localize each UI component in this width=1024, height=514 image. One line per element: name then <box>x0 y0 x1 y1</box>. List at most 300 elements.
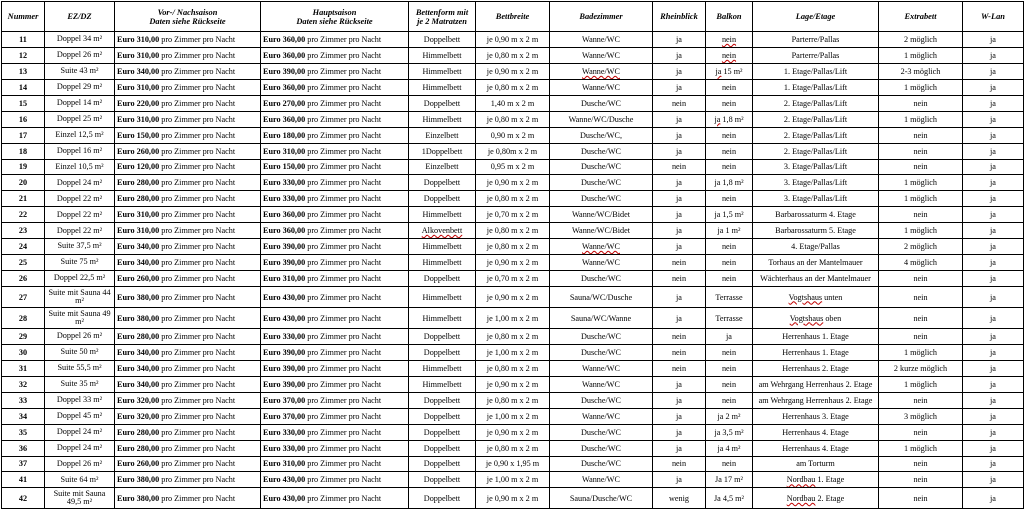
cell-rheinblick: ja <box>653 127 706 143</box>
cell-badezimmer: Wanne/WC <box>550 47 653 63</box>
cell-rheinblick: ja <box>653 111 706 127</box>
cell-extrabett: nein <box>879 143 963 159</box>
cell-bettbreite: je 0,90 m x 2 m <box>476 63 550 79</box>
cell-hauptsaison <box>261 127 409 143</box>
cell-wlan: ja <box>963 223 1024 239</box>
cell-bettbreite: je 0,80 m x 2 m <box>476 392 550 408</box>
vorsaison-price: Euro 320,00 <box>117 411 160 421</box>
cell-rheinblick: ja <box>653 191 706 207</box>
cell-extrabett: 1 möglich <box>879 440 963 456</box>
cell-bettenform: Doppelbett <box>409 329 476 345</box>
cell-extrabett: 1 möglich <box>879 344 963 360</box>
cell-bettenform: Alkovenbett <box>409 223 476 239</box>
cell-vorsaison <box>115 95 261 111</box>
cell-balkon: ja 4 m² <box>706 440 753 456</box>
cell-hauptsaison <box>261 329 409 345</box>
cell-lage: 4. Etage/Pallas <box>753 239 879 255</box>
cell-ezdz: Doppel 22,5 m² <box>45 271 115 287</box>
cell-bettenform: Doppelbett <box>409 32 476 48</box>
cell-lage: 2. Etage/Pallas/Lift <box>753 111 879 127</box>
cell-nummer: 19 <box>2 159 45 175</box>
hauptsaison-unit: pro Zimmer pro Nacht <box>305 379 382 389</box>
cell-vorsaison <box>115 255 261 271</box>
cell-vorsaison <box>115 392 261 408</box>
cell-extrabett: nein <box>879 456 963 472</box>
cell-balkon: Ja 17 m² <box>706 472 753 488</box>
hauptsaison-unit: pro Zimmer pro Nacht <box>305 34 382 44</box>
cell-badezimmer: Dusche/WC <box>550 392 653 408</box>
header-ezdz: EZ/DZ <box>45 2 115 32</box>
hauptsaison-unit: pro Zimmer pro Nacht <box>305 146 382 156</box>
cell-bettbreite: je 0,90 m x 2 m <box>476 255 550 271</box>
cell-badezimmer: Dusche/WC <box>550 440 653 456</box>
cell-badezimmer: Wanne/WC <box>550 239 653 255</box>
cell-extrabett: 2-3 möglich <box>879 63 963 79</box>
header-badezimmer: Badezimmer <box>550 2 653 32</box>
vorsaison-price: Euro 380,00 <box>117 292 160 302</box>
hauptsaison-unit: pro Zimmer pro Nacht <box>305 194 382 204</box>
vorsaison-unit: pro Zimmer pro Nacht <box>159 379 236 389</box>
cell-ezdz: Einzel 10,5 m² <box>45 159 115 175</box>
cell-lage: 3. Etage/Pallas/Lift <box>753 191 879 207</box>
hauptsaison-price: Euro 360,00 <box>263 50 306 60</box>
cell-bettbreite: je 1,00 m x 2 m <box>476 344 550 360</box>
cell-balkon: ja 2 m² <box>706 408 753 424</box>
cell-badezimmer: Wanne/WC <box>550 63 653 79</box>
cell-rheinblick: ja <box>653 47 706 63</box>
vorsaison-unit: pro Zimmer pro Nacht <box>159 331 236 341</box>
table-row <box>2 255 1024 271</box>
cell-vorsaison <box>115 360 261 376</box>
cell-nummer: 25 <box>2 255 45 271</box>
vorsaison-price: Euro 340,00 <box>117 379 160 389</box>
cell-extrabett: 2 möglich <box>879 239 963 255</box>
cell-hauptsaison <box>261 63 409 79</box>
cell-ezdz: Suite mit Sauna 44 m² <box>45 287 115 308</box>
cell-bettbreite: je 1,00 m x 2 m <box>476 472 550 488</box>
cell-rheinblick: ja <box>653 376 706 392</box>
cell-extrabett: 1 möglich <box>879 175 963 191</box>
cell-balkon: nein <box>706 456 753 472</box>
hauptsaison-unit: pro Zimmer pro Nacht <box>305 459 382 469</box>
hauptsaison-unit: pro Zimmer pro Nacht <box>305 210 382 220</box>
cell-bettenform: Himmelbett <box>409 308 476 329</box>
vorsaison-price: Euro 310,00 <box>117 82 160 92</box>
hauptsaison-price: Euro 430,00 <box>263 493 306 503</box>
cell-hauptsaison <box>261 47 409 63</box>
cell-lage: Barbarossaturm 4. Etage <box>753 207 879 223</box>
vorsaison-unit: pro Zimmer pro Nacht <box>159 427 236 437</box>
hauptsaison-price: Euro 360,00 <box>263 114 306 124</box>
hauptsaison-unit: pro Zimmer pro Nacht <box>305 258 382 268</box>
cell-lage: Vogtshaus unten <box>753 287 879 308</box>
cell-bettbreite: je 0,90 m x 2 m <box>476 32 550 48</box>
cell-lage: am Wehrgang Herrenhaus 2. Etage <box>753 376 879 392</box>
vorsaison-unit: pro Zimmer pro Nacht <box>159 210 236 220</box>
vorsaison-price: Euro 260,00 <box>117 146 160 156</box>
cell-bettenform: Doppelbett <box>409 191 476 207</box>
cell-extrabett: nein <box>879 159 963 175</box>
cell-wlan: ja <box>963 175 1024 191</box>
cell-ezdz: Doppel 33 m² <box>45 392 115 408</box>
header-hauptsaison-title: Hauptsaison <box>312 7 357 17</box>
cell-extrabett: nein <box>879 392 963 408</box>
cell-extrabett: nein <box>879 271 963 287</box>
cell-ezdz: Suite 55,5 m² <box>45 360 115 376</box>
hauptsaison-price: Euro 390,00 <box>263 242 306 252</box>
hauptsaison-price: Euro 310,00 <box>263 274 306 284</box>
cell-badezimmer: Wanne/WC/Dusche <box>550 111 653 127</box>
cell-rheinblick: ja <box>653 408 706 424</box>
cell-bettenform: Doppelbett <box>409 456 476 472</box>
header-nummer: Nummer <box>2 2 45 32</box>
hauptsaison-price: Euro 360,00 <box>263 210 306 220</box>
cell-ezdz: Suite 64 m² <box>45 472 115 488</box>
cell-nummer: 34 <box>2 408 45 424</box>
cell-balkon: nein <box>706 271 753 287</box>
vorsaison-unit: pro Zimmer pro Nacht <box>159 162 236 172</box>
cell-wlan: ja <box>963 440 1024 456</box>
cell-hauptsaison <box>261 376 409 392</box>
cell-hauptsaison <box>261 239 409 255</box>
cell-ezdz: Suite 75 m² <box>45 255 115 271</box>
hauptsaison-unit: pro Zimmer pro Nacht <box>305 292 382 302</box>
cell-hauptsaison <box>261 175 409 191</box>
cell-lage: Wächterhaus an der Mantelmauer <box>753 271 879 287</box>
cell-nummer: 23 <box>2 223 45 239</box>
cell-bettenform: Himmelbett <box>409 360 476 376</box>
cell-extrabett: nein <box>879 308 963 329</box>
table-row <box>2 472 1024 488</box>
cell-lage: Herrenhaus 1. Etage <box>753 344 879 360</box>
cell-nummer: 32 <box>2 376 45 392</box>
cell-wlan: ja <box>963 456 1024 472</box>
cell-badezimmer: Wanne/WC <box>550 472 653 488</box>
cell-balkon: nein <box>706 376 753 392</box>
cell-badezimmer: Dusche/WC <box>550 456 653 472</box>
cell-extrabett: nein <box>879 127 963 143</box>
cell-balkon: ja 1 m² <box>706 223 753 239</box>
hauptsaison-unit: pro Zimmer pro Nacht <box>305 274 382 284</box>
cell-badezimmer: Dusche/WC, <box>550 127 653 143</box>
header-bettenform-line1: Bettenform mit <box>415 7 469 17</box>
cell-vorsaison <box>115 287 261 308</box>
cell-lage: Herrenhaus 4. Etage <box>753 424 879 440</box>
cell-rheinblick: ja <box>653 239 706 255</box>
cell-bettenform: Doppelbett <box>409 472 476 488</box>
cell-extrabett: nein <box>879 287 963 308</box>
cell-hauptsaison <box>261 223 409 239</box>
cell-extrabett: nein <box>879 424 963 440</box>
cell-hauptsaison <box>261 392 409 408</box>
table-row <box>2 175 1024 191</box>
vorsaison-price: Euro 220,00 <box>117 98 160 108</box>
cell-rheinblick: nein <box>653 456 706 472</box>
cell-balkon: nein <box>706 392 753 408</box>
cell-hauptsaison <box>261 159 409 175</box>
vorsaison-unit: pro Zimmer pro Nacht <box>159 242 236 252</box>
cell-wlan: ja <box>963 95 1024 111</box>
cell-lage: Vogtshaus oben <box>753 308 879 329</box>
vorsaison-unit: pro Zimmer pro Nacht <box>159 475 236 485</box>
hauptsaison-price: Euro 330,00 <box>263 178 306 188</box>
cell-rheinblick: ja <box>653 440 706 456</box>
cell-lage: 2. Etage/Pallas/Lift <box>753 127 879 143</box>
cell-lage: Herrenhaus 4. Etage <box>753 440 879 456</box>
table-row <box>2 127 1024 143</box>
cell-wlan: ja <box>963 255 1024 271</box>
cell-bettenform: Himmelbett <box>409 111 476 127</box>
hauptsaison-price: Euro 150,00 <box>263 162 306 172</box>
cell-badezimmer: Dusche/WC <box>550 271 653 287</box>
cell-hauptsaison <box>261 255 409 271</box>
hauptsaison-unit: pro Zimmer pro Nacht <box>305 363 382 373</box>
cell-bettbreite: je 0,80 m x 2 m <box>476 191 550 207</box>
table-row <box>2 207 1024 223</box>
hauptsaison-unit: pro Zimmer pro Nacht <box>305 443 382 453</box>
table-row <box>2 95 1024 111</box>
cell-nummer: 37 <box>2 456 45 472</box>
cell-lage: Herrenhaus 1. Etage <box>753 329 879 345</box>
hauptsaison-price: Euro 390,00 <box>263 363 306 373</box>
cell-bettenform: Einzelbett <box>409 159 476 175</box>
cell-badezimmer: Dusche/WC <box>550 329 653 345</box>
hauptsaison-price: Euro 390,00 <box>263 379 306 389</box>
table-row <box>2 79 1024 95</box>
cell-balkon: nein <box>706 255 753 271</box>
hauptsaison-unit: pro Zimmer pro Nacht <box>305 475 382 485</box>
cell-bettenform: Himmelbett <box>409 287 476 308</box>
cell-wlan: ja <box>963 111 1024 127</box>
cell-balkon: nein <box>706 191 753 207</box>
table-row <box>2 392 1024 408</box>
cell-lage: am Wehrgang Herrenhaus 2. Etage <box>753 392 879 408</box>
cell-badezimmer: Dusche/WC <box>550 159 653 175</box>
cell-wlan: ja <box>963 376 1024 392</box>
cell-vorsaison <box>115 308 261 329</box>
cell-nummer: 28 <box>2 308 45 329</box>
cell-wlan: ja <box>963 63 1024 79</box>
cell-ezdz: Doppel 22 m² <box>45 191 115 207</box>
cell-lage: Nordbau 1. Etage <box>753 472 879 488</box>
table-row <box>2 424 1024 440</box>
cell-rheinblick: ja <box>653 308 706 329</box>
vorsaison-unit: pro Zimmer pro Nacht <box>159 178 236 188</box>
header-bettenform-line2: je 2 Matratzen <box>417 16 467 26</box>
cell-extrabett: 2 kurze möglich <box>879 360 963 376</box>
cell-nummer: 11 <box>2 32 45 48</box>
cell-extrabett: 1 möglich <box>879 47 963 63</box>
cell-bettbreite: je 0,80 m x 2 m <box>476 47 550 63</box>
hauptsaison-price: Euro 430,00 <box>263 313 306 323</box>
vorsaison-price: Euro 380,00 <box>117 475 160 485</box>
cell-nummer: 16 <box>2 111 45 127</box>
cell-ezdz: Doppel 29 m² <box>45 79 115 95</box>
cell-badezimmer: Dusche/WC <box>550 175 653 191</box>
vorsaison-unit: pro Zimmer pro Nacht <box>159 114 236 124</box>
cell-wlan: ja <box>963 239 1024 255</box>
cell-badezimmer: Sauna/WC/Dusche <box>550 287 653 308</box>
cell-lage: 2. Etage/Pallas/Lift <box>753 95 879 111</box>
cell-ezdz: Doppel 26 m² <box>45 47 115 63</box>
cell-extrabett: nein <box>879 488 963 509</box>
cell-vorsaison <box>115 239 261 255</box>
vorsaison-price: Euro 120,00 <box>117 162 160 172</box>
cell-vorsaison <box>115 488 261 509</box>
hauptsaison-unit: pro Zimmer pro Nacht <box>305 395 382 405</box>
cell-hauptsaison <box>261 95 409 111</box>
cell-bettbreite: je 1,00 m x 2 m <box>476 308 550 329</box>
table-row <box>2 376 1024 392</box>
cell-rheinblick: nein <box>653 344 706 360</box>
cell-lage: Barbarossaturm 5. Etage <box>753 223 879 239</box>
cell-extrabett: 2 möglich <box>879 32 963 48</box>
table-row <box>2 191 1024 207</box>
cell-nummer: 29 <box>2 329 45 345</box>
table-row <box>2 360 1024 376</box>
cell-vorsaison <box>115 271 261 287</box>
hauptsaison-price: Euro 390,00 <box>263 258 306 268</box>
vorsaison-price: Euro 310,00 <box>117 34 160 44</box>
cell-vorsaison <box>115 143 261 159</box>
cell-vorsaison <box>115 111 261 127</box>
cell-ezdz: Doppel 25 m² <box>45 111 115 127</box>
hauptsaison-unit: pro Zimmer pro Nacht <box>305 313 382 323</box>
table-row <box>2 329 1024 345</box>
vorsaison-unit: pro Zimmer pro Nacht <box>159 34 236 44</box>
cell-wlan: ja <box>963 424 1024 440</box>
cell-ezdz: Doppel 22 m² <box>45 207 115 223</box>
cell-badezimmer: Wanne/WC <box>550 79 653 95</box>
cell-bettenform: Himmelbett <box>409 376 476 392</box>
cell-ezdz: Doppel 45 m² <box>45 408 115 424</box>
cell-balkon: ja 1,8 m² <box>706 111 753 127</box>
table-row <box>2 143 1024 159</box>
cell-extrabett: 1 möglich <box>879 79 963 95</box>
cell-ezdz: Suite mit Sauna 49,5 m² <box>45 488 115 509</box>
cell-bettenform: Doppelbett <box>409 344 476 360</box>
header-rheinblick: Rheinblick <box>653 2 706 32</box>
vorsaison-price: Euro 280,00 <box>117 178 160 188</box>
cell-bettenform: Einzelbett <box>409 127 476 143</box>
cell-badezimmer: Dusche/WC <box>550 95 653 111</box>
cell-bettenform: Himmelbett <box>409 207 476 223</box>
cell-badezimmer: Dusche/WC <box>550 424 653 440</box>
cell-extrabett: nein <box>879 472 963 488</box>
cell-bettenform: Himmelbett <box>409 255 476 271</box>
vorsaison-price: Euro 340,00 <box>117 242 160 252</box>
cell-hauptsaison <box>261 360 409 376</box>
cell-rheinblick: wenig <box>653 488 706 509</box>
cell-extrabett: 1 möglich <box>879 111 963 127</box>
cell-lage: 2. Etage/Pallas/Lift <box>753 143 879 159</box>
cell-ezdz: Doppel 16 m² <box>45 143 115 159</box>
hauptsaison-unit: pro Zimmer pro Nacht <box>305 82 382 92</box>
cell-rheinblick: ja <box>653 424 706 440</box>
cell-lage: Nordbau 2. Etage <box>753 488 879 509</box>
vorsaison-unit: pro Zimmer pro Nacht <box>159 194 236 204</box>
cell-badezimmer: Wanne/WC <box>550 32 653 48</box>
table-row <box>2 456 1024 472</box>
cell-balkon: nein <box>706 32 753 48</box>
hauptsaison-price: Euro 310,00 <box>263 459 306 469</box>
vorsaison-price: Euro 380,00 <box>117 493 160 503</box>
cell-extrabett: 3 möglich <box>879 408 963 424</box>
cell-nummer: 41 <box>2 472 45 488</box>
cell-hauptsaison <box>261 207 409 223</box>
hauptsaison-price: Euro 370,00 <box>263 411 306 421</box>
table-row <box>2 47 1024 63</box>
hauptsaison-price: Euro 360,00 <box>263 226 306 236</box>
cell-ezdz: Doppel 14 m² <box>45 95 115 111</box>
cell-lage: Parterre/Pallas <box>753 32 879 48</box>
hauptsaison-price: Euro 270,00 <box>263 98 306 108</box>
cell-bettbreite: je 0,90 x 1,95 m <box>476 456 550 472</box>
cell-rheinblick: nein <box>653 255 706 271</box>
vorsaison-price: Euro 280,00 <box>117 331 160 341</box>
cell-hauptsaison <box>261 344 409 360</box>
cell-bettbreite: je 0,90 m x 2 m <box>476 488 550 509</box>
cell-bettenform: Doppelbett <box>409 408 476 424</box>
vorsaison-unit: pro Zimmer pro Nacht <box>159 66 236 76</box>
cell-wlan: ja <box>963 191 1024 207</box>
vorsaison-price: Euro 320,00 <box>117 395 160 405</box>
cell-bettbreite: je 0,90 m x 2 m <box>476 175 550 191</box>
table-row <box>2 287 1024 308</box>
cell-badezimmer: Dusche/WC <box>550 143 653 159</box>
table-row <box>2 32 1024 48</box>
cell-balkon: Terrasse <box>706 308 753 329</box>
cell-rheinblick: ja <box>653 223 706 239</box>
cell-bettbreite: 0,90 m x 2 m <box>476 127 550 143</box>
cell-badezimmer: Wanne/WC <box>550 376 653 392</box>
cell-balkon: nein <box>706 159 753 175</box>
hauptsaison-unit: pro Zimmer pro Nacht <box>305 98 382 108</box>
cell-hauptsaison <box>261 456 409 472</box>
cell-nummer: 21 <box>2 191 45 207</box>
cell-lage: 1. Etage/Pallas/Lift <box>753 63 879 79</box>
cell-extrabett: 1 möglich <box>879 191 963 207</box>
header-lage: Lage/Etage <box>753 2 879 32</box>
cell-badezimmer: Wanne/WC <box>550 408 653 424</box>
header-row <box>2 2 1024 32</box>
cell-balkon: ja 15 m² <box>706 63 753 79</box>
vorsaison-price: Euro 310,00 <box>117 210 160 220</box>
cell-rheinblick: ja <box>653 392 706 408</box>
cell-badezimmer: Wanne/WC/Bidet <box>550 207 653 223</box>
cell-bettbreite: 0,95 m x 2 m <box>476 159 550 175</box>
cell-bettbreite: je 0,90 m x 2 m <box>476 287 550 308</box>
vorsaison-unit: pro Zimmer pro Nacht <box>159 411 236 421</box>
vorsaison-price: Euro 340,00 <box>117 363 160 373</box>
table-row <box>2 239 1024 255</box>
cell-bettenform: Himmelbett <box>409 47 476 63</box>
hauptsaison-price: Euro 330,00 <box>263 427 306 437</box>
cell-hauptsaison <box>261 408 409 424</box>
cell-balkon: nein <box>706 143 753 159</box>
header-vorsaison-note: Daten siehe Rückseite <box>149 16 226 26</box>
hauptsaison-unit: pro Zimmer pro Nacht <box>305 50 382 60</box>
cell-ezdz: Suite 35 m² <box>45 376 115 392</box>
cell-bettbreite: je 1,00 m x 2 m <box>476 408 550 424</box>
hauptsaison-price: Euro 390,00 <box>263 347 306 357</box>
cell-vorsaison <box>115 207 261 223</box>
room-price-table <box>1 1 1024 509</box>
cell-bettbreite: je 0,80m x 2 m <box>476 143 550 159</box>
cell-bettenform: Doppelbett <box>409 392 476 408</box>
vorsaison-price: Euro 280,00 <box>117 427 160 437</box>
hauptsaison-unit: pro Zimmer pro Nacht <box>305 66 382 76</box>
